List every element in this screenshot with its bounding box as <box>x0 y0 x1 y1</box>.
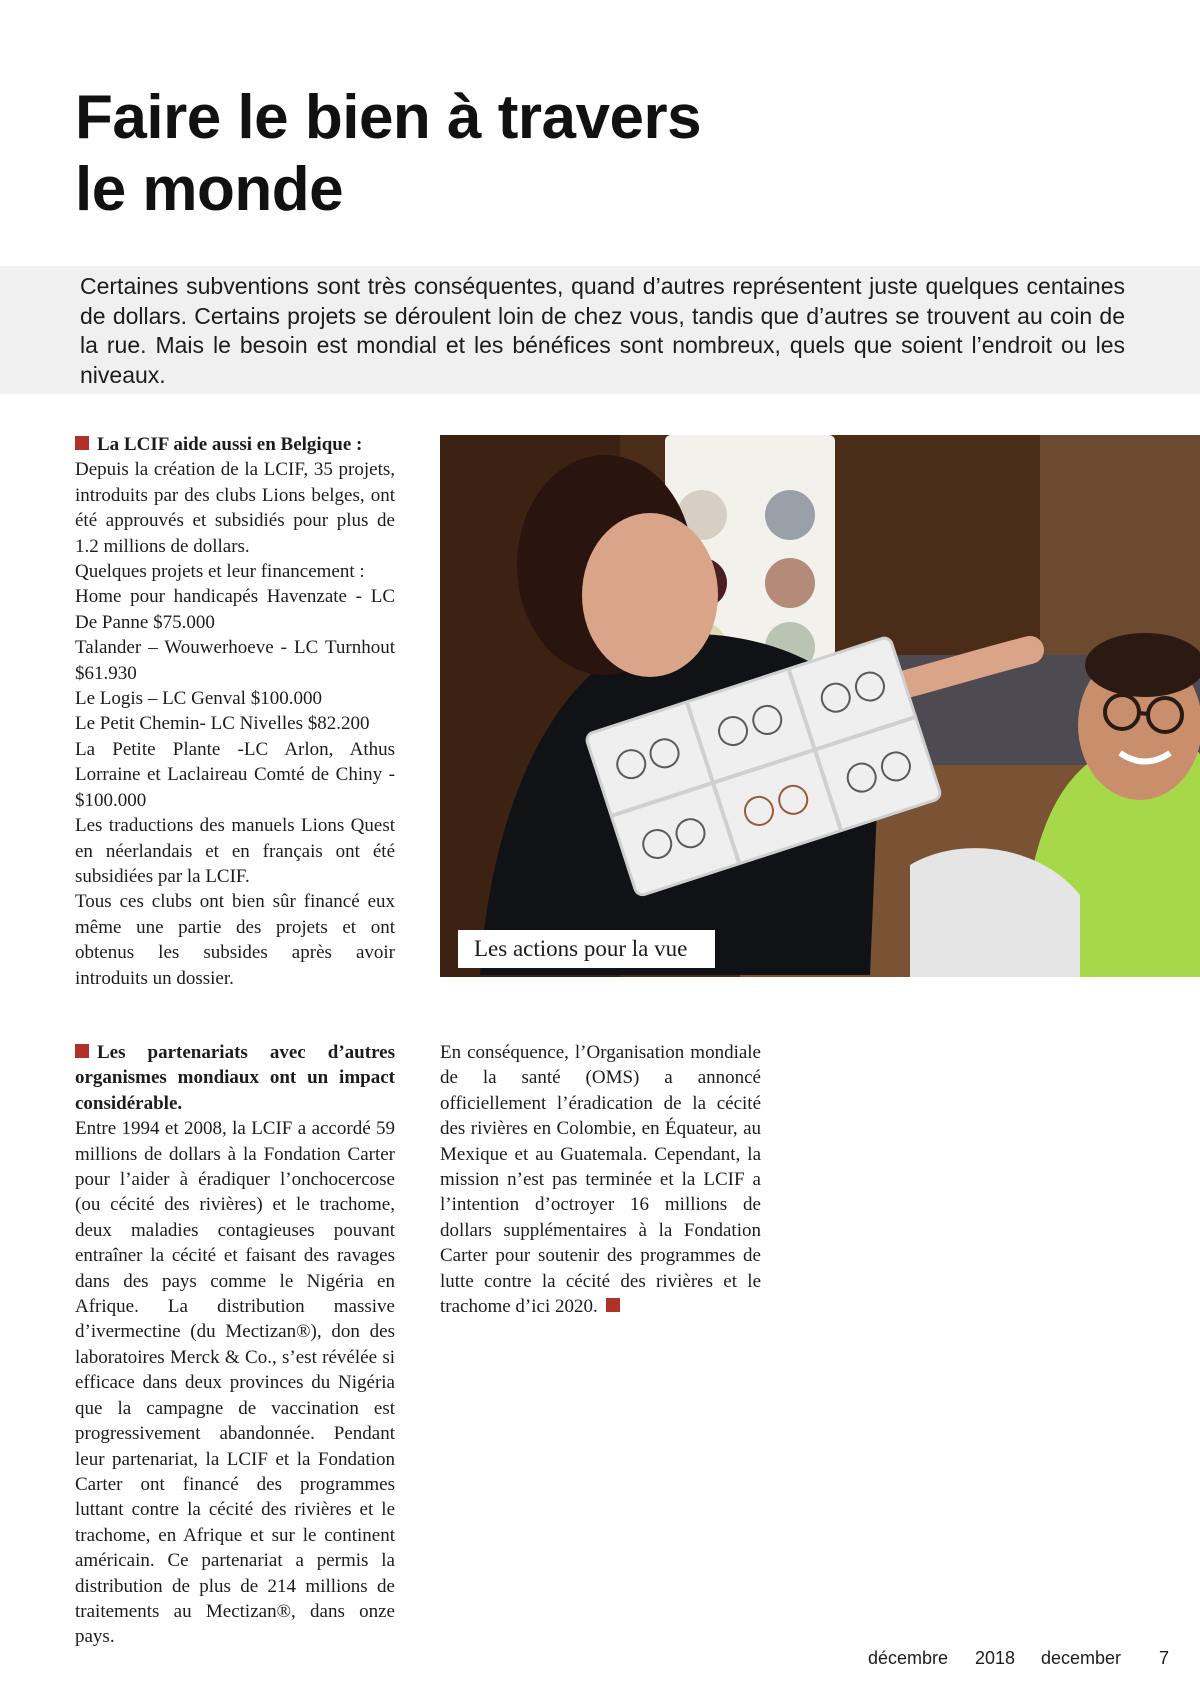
footer-month-fr: décembre <box>868 1648 949 1668</box>
footer-year: 2018 <box>975 1648 1016 1668</box>
projects-label: Quelques projets et leur financement : <box>75 561 365 583</box>
title-line-2: le monde <box>75 155 344 224</box>
eyeglasses-fitting-illustration <box>440 435 1200 977</box>
title-line-1: Faire le bien à travers <box>75 83 702 152</box>
project-item: Talander – Wouwerhoeve - LC Turnhout $61.930 <box>75 637 395 684</box>
belgium-section <box>75 432 395 991</box>
translations-note: Les traductions des manuels Lions Quest en néerlandais et en français ont été subsidiées par la LCIF. <box>75 815 395 887</box>
project-item: La Petite Plante -LC Arlon, Athus Lorraine et Laclaireau Comté de Chiny - $100.000 <box>75 738 395 811</box>
partnerships-continuation: En conséquence, l’Organisation mondiale de la santé (OMS) a annoncé officiellement l’éradication de la cécité des rivières en Colombie, en Équateur, au Mexique et au Guatemala. Cependant, la mission n’est pas terminée et la LCIF a l’intention d’octroyer 16 millions de dollars supplémentaires à la Fondation Carter pour soutenir des programmes de lutte contre la cécité des rivières et le trachome d’ici 2020. <box>440 1042 761 1318</box>
partnerships-heading: Les partenariats avec d’autres organismes mondiaux ont un impact considérable. <box>75 1042 395 1114</box>
belgium-heading: La LCIF aide aussi en Belgique : <box>75 432 395 457</box>
red-square-end-icon <box>606 1298 620 1312</box>
page-title <box>75 82 701 226</box>
belgium-intro: Depuis la création de la LCIF, 35 projets, introduits par des clubs Lions belges, ont été approuvés et subsidiés pour plus de 1.2 millions de dollars. <box>75 459 395 557</box>
belgium-closing: Tous ces clubs ont bien sûr financé eux même une partie des projets et ont obtenus les subsides après avoir introduits un dossier. <box>75 891 395 989</box>
red-square-bullet-icon <box>75 436 89 450</box>
red-square-bullet-icon <box>75 1044 89 1058</box>
partnerships-continuation-section <box>440 1040 761 1319</box>
partnerships-body: Entre 1994 et 2008, la LCIF a accordé 59 millions de dollars à la Fondation Carter pour l’aider à éradiquer l’onchocercose (ou cécité des rivières) et le trachome, deux maladies contagieuses pouvant entraîner la cécité et faisant des ravages dans des pays comme le Nigéria en Afrique. La distribution massive d’ivermectine (du Mectizan®), don des laboratoires Merck & Co., s’est révélée si efficace dans deux provinces du Nigéria que la campagne de vaccination est progressivement abandonnée. Pendant leur partenariat, la LCIF et la Fondation Carter ont financé des programmes luttant contre la cécité des rivières et le trachome, en Afrique et sur le continent américain. Ce partenariat a permis la distribution de plus de 214 millions de traitements au Mectizan®, dans onze pays. <box>75 1118 395 1648</box>
partnerships-section <box>75 1040 395 1650</box>
footer-month-en: december <box>1041 1648 1122 1668</box>
intro-paragraph: Certaines subventions sont très conséquentes, quand d’autres représentent juste quelques centaines de dollars. Certains projets se déroulent loin de chez vous, tandis que d’autres se trouvent au coin de la rue. Mais le besoin est mondial et les bénéfices sont nombreux, quels que soient l’endroit ou les niveaux. <box>80 273 1125 388</box>
page-number: 7 <box>1159 1648 1170 1668</box>
project-item: Le Petit Chemin- LC Nivelles $82.200 <box>75 713 370 735</box>
photo-caption: Les actions pour la vue <box>458 930 715 968</box>
project-item: Home pour handicapés Havenzate - LC De Panne $75.000 <box>75 586 395 633</box>
project-item: Le Logis – LC Genval $100.000 <box>75 688 322 710</box>
vision-photo <box>440 435 1200 977</box>
